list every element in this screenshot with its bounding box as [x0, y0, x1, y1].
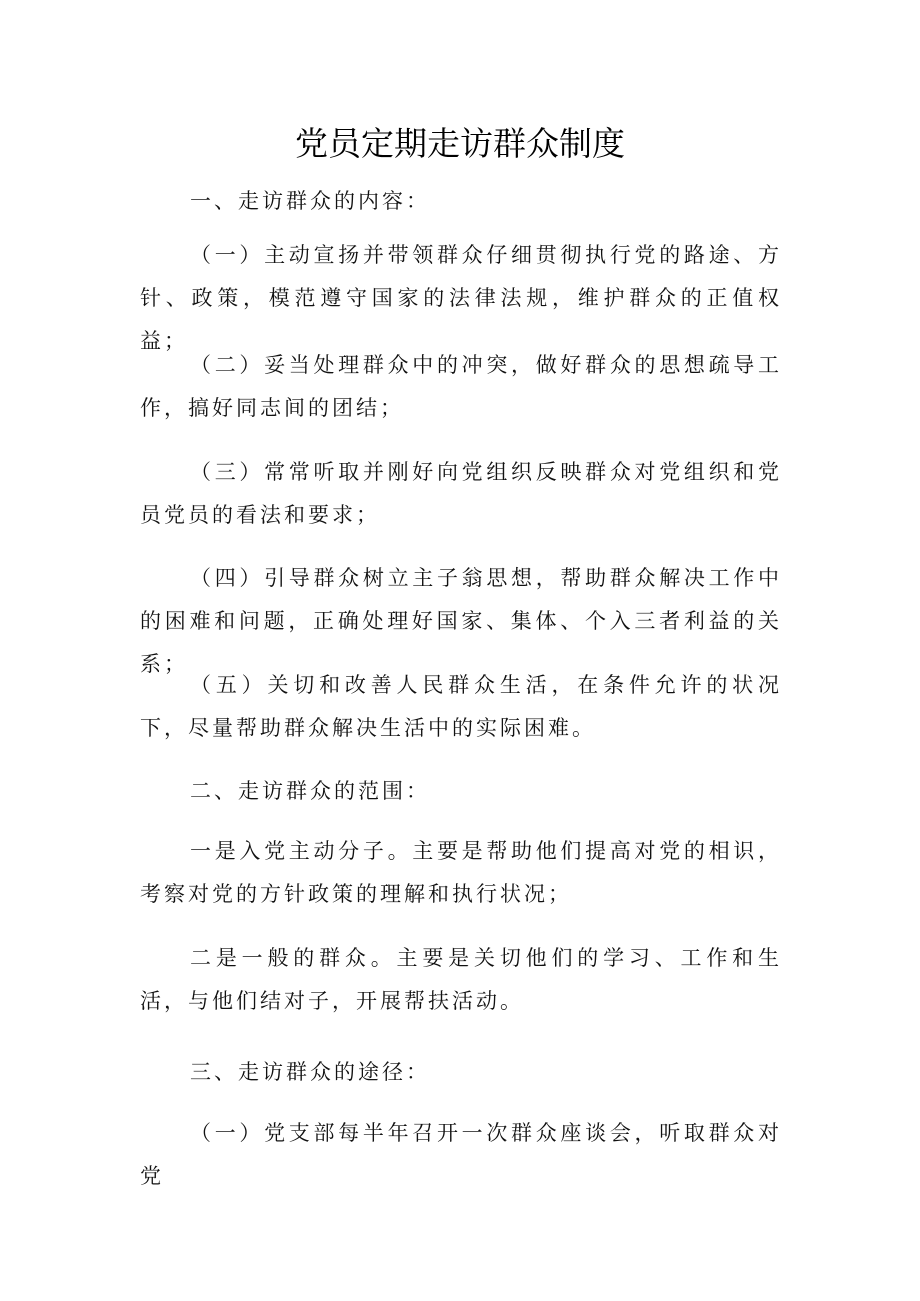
- paragraph-content-item-4: （四）引导群众树立主子翁思想，帮助群众解决工作中的困难和问题，正确处理好国家、集体、个入三者利益的关系；: [140, 566, 782, 676]
- section-heading-approach: 三、走访群众的途径：: [190, 1060, 430, 1084]
- paragraph-content-item-1: （一）主动宣扬并带领群众仔细贯彻执行党的路途、方针、政策，模范遵守国家的法律法规，维护群众的正值权益；: [140, 243, 782, 353]
- paragraph-scope-item-1: 一是入党主动分子。主要是帮助他们提高对党的相识，考察对党的方针政策的理解和执行状况；: [140, 839, 782, 906]
- section-heading-scope: 二、走访群众的范围：: [190, 779, 430, 803]
- paragraph-content-item-2: （二）妥当处理群众中的冲突，做好群众的思想疏导工作，搞好同志间的团结；: [140, 353, 782, 420]
- paragraph-scope-item-2: 二是一般的群众。主要是关切他们的学习、工作和生活，与他们结对子，开展帮扶活动。: [140, 946, 782, 1013]
- paragraph-content-item-3: （三）常常听取并刚好向党组织反映群众对党组织和党员党员的看法和要求；: [140, 460, 782, 527]
- section-heading-content: 一、走访群众的内容：: [190, 189, 430, 213]
- document-title: 党员定期走访群众制度: [295, 124, 625, 163]
- paragraph-approach-item-1: （一）党支部每半年召开一次群众座谈会，听取群众对党: [140, 1121, 782, 1188]
- paragraph-content-item-5: （五）关切和改善人民群众生活，在条件允许的状况下，尽量帮助群众解决生活中的实际困难。: [140, 673, 782, 740]
